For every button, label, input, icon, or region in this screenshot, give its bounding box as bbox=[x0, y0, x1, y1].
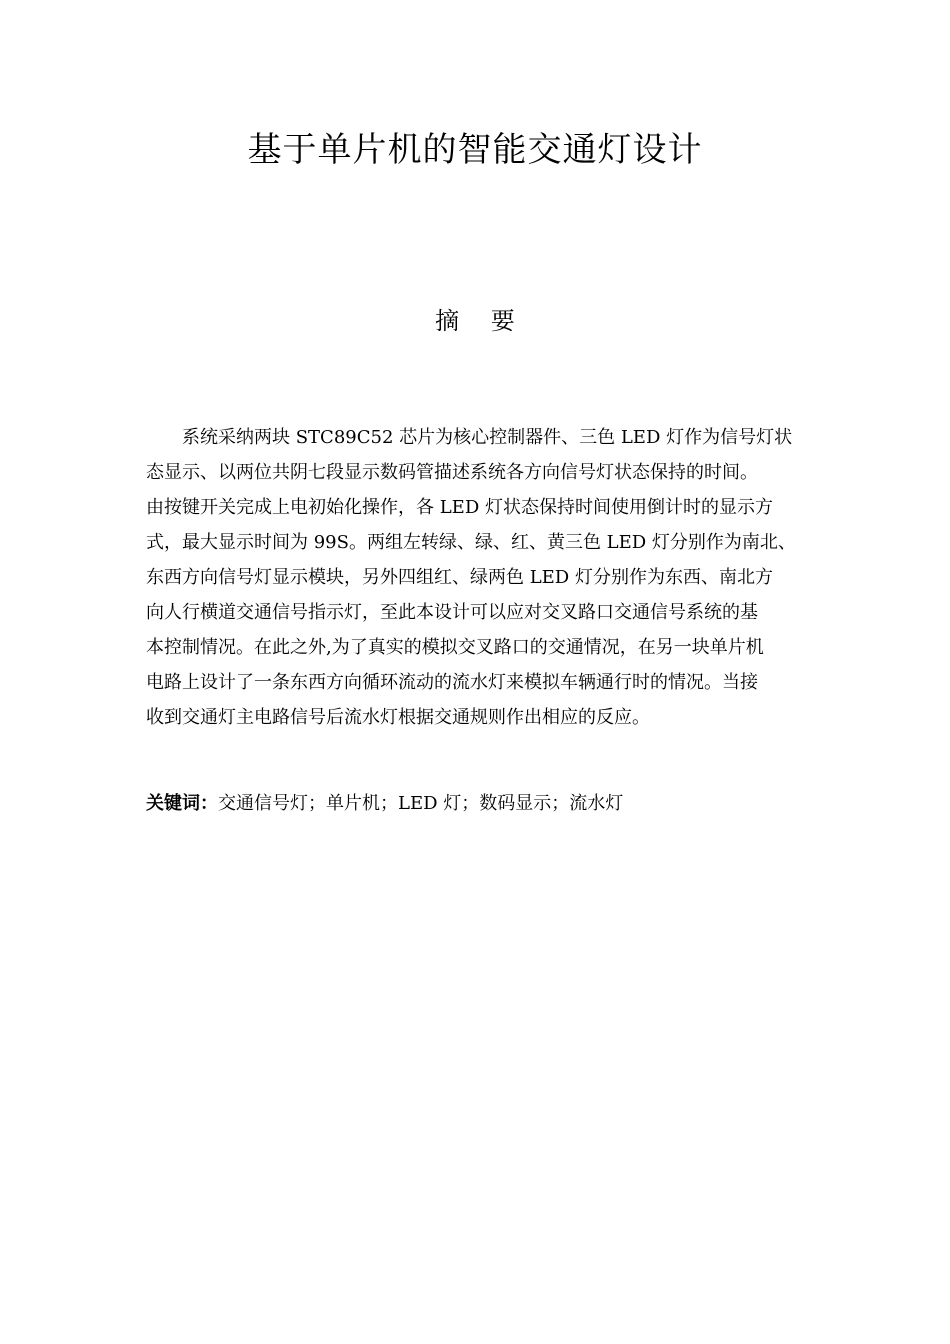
abstract-line: 态显示、以两位共阴七段显示数码管描述系统各方向信号灯状态保持的时间。 bbox=[146, 462, 758, 483]
abstract-line: 向人行横道交通信号指示灯，至此本设计可以应对交叉路口交通信号系统的基 bbox=[146, 602, 758, 623]
abstract-line: 电路上设计了一条东西方向循环流动的流水灯来模拟车辆通行时的情况。当接 bbox=[146, 672, 758, 693]
abstract-line: 系统采纳两块 STC89C52 芯片为核心控制器件、三色 LED 灯作为信号灯状 bbox=[182, 427, 793, 448]
abstract-heading: 摘 要 bbox=[435, 307, 527, 335]
abstract-line: 式，最大显示时间为 99S。两组左转绿、绿、红、黄三色 LED 灯分别作为南北、 bbox=[146, 532, 796, 553]
document-title: 基于单片机的智能交通灯设计 bbox=[247, 130, 703, 170]
keywords-line bbox=[146, 786, 816, 821]
keywords-label: 关键词： bbox=[146, 793, 218, 814]
abstract-line: 收到交通灯主电路信号后流水灯根据交通规则作出相应的反应。 bbox=[146, 707, 650, 728]
abstract-line: 东西方向信号灯显示模块，另外四组红、绿两色 LED 灯分别作为东西、南北方 bbox=[146, 567, 773, 588]
abstract-line: 本控制情况。在此之外,为了真实的模拟交叉路口的交通情况，在另一块单片机 bbox=[146, 637, 764, 658]
keywords-text: 交通信号灯；单片机；LED 灯；数码显示；流水灯 bbox=[218, 793, 624, 814]
abstract-line: 由按键开关完成上电初始化操作，各 LED 灯状态保持时间使用倒计时的显示方 bbox=[146, 497, 773, 518]
abstract-body bbox=[146, 420, 816, 735]
